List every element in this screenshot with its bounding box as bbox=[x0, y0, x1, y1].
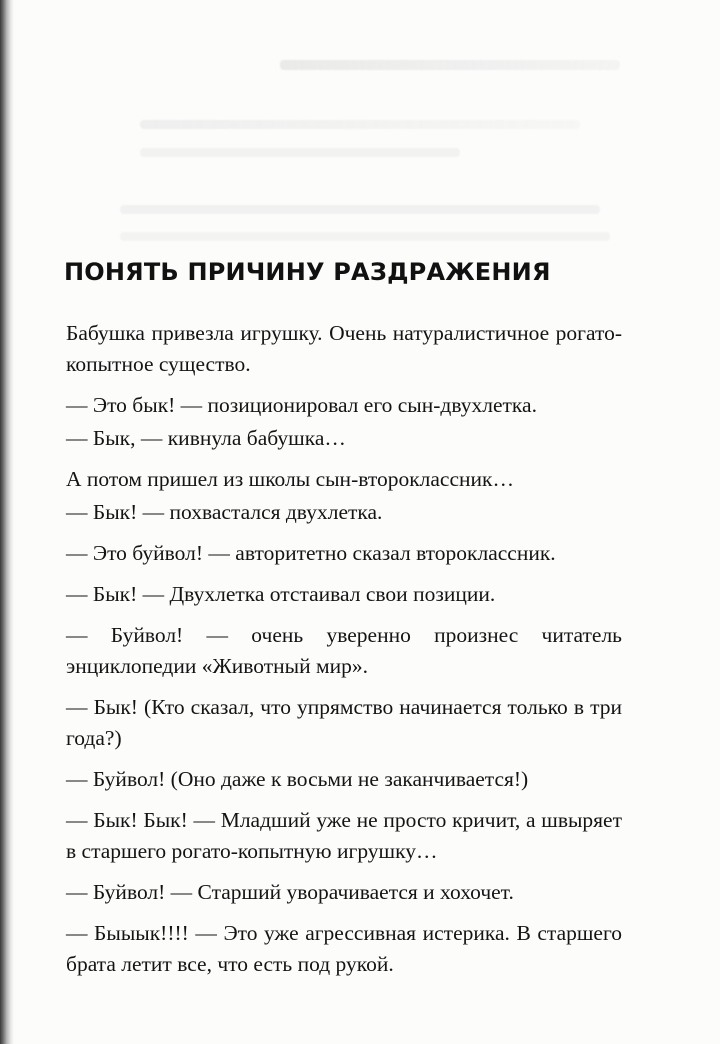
paragraph: — Бык, — кивнула бабушка… bbox=[66, 426, 346, 450]
show-through-mark bbox=[120, 232, 610, 241]
paragraph: — Это буйвол! — авторитетно сказал второклассник. bbox=[66, 541, 556, 565]
show-through-mark bbox=[280, 60, 620, 70]
paragraph: — Буйвол! (Оно даже к восьми не заканчивается!) bbox=[66, 767, 529, 791]
body-text bbox=[66, 318, 622, 990]
paragraph: — Это бык! — позиционировал его сын-двухлетка. bbox=[66, 393, 537, 417]
paragraph: — Бык! — Двухлетка отстаивал свои позиции. bbox=[66, 582, 496, 606]
paragraph: — Бык! Бык! — Младший уже не просто кричит, а швыряет в старшего рогато-копытную игрушку… bbox=[66, 808, 622, 863]
paragraph: — Быыык!!!! — Это уже агрессивная истерика. В старшего брата летит все, что есть под рукой. bbox=[66, 921, 622, 976]
paragraph: — Буйвол! — очень уверенно произнес читатель энциклопедии «Животный мир». bbox=[66, 623, 622, 678]
show-through-mark bbox=[140, 148, 460, 157]
paragraph: — Бык! — похвастался двухлетка. bbox=[66, 500, 383, 524]
paragraph: А потом пришел из школы сын-второклассник… bbox=[66, 467, 514, 491]
paragraph: — Буйвол! — Старший уворачивается и хохочет. bbox=[66, 880, 514, 904]
show-through-mark bbox=[120, 205, 600, 214]
paragraph: — Бык! (Кто сказал, что упрямство начинается только в три года?) bbox=[66, 695, 622, 750]
section-heading: ПОНЯТЬ ПРИЧИНУ РАЗДРАЖЕНИЯ bbox=[64, 258, 551, 286]
page-binding-shadow bbox=[0, 0, 14, 1044]
show-through-mark bbox=[140, 120, 580, 129]
paragraph: Бабушка привезла игрушку. Очень натуралистичное рогато-копытное существо. bbox=[66, 321, 622, 376]
